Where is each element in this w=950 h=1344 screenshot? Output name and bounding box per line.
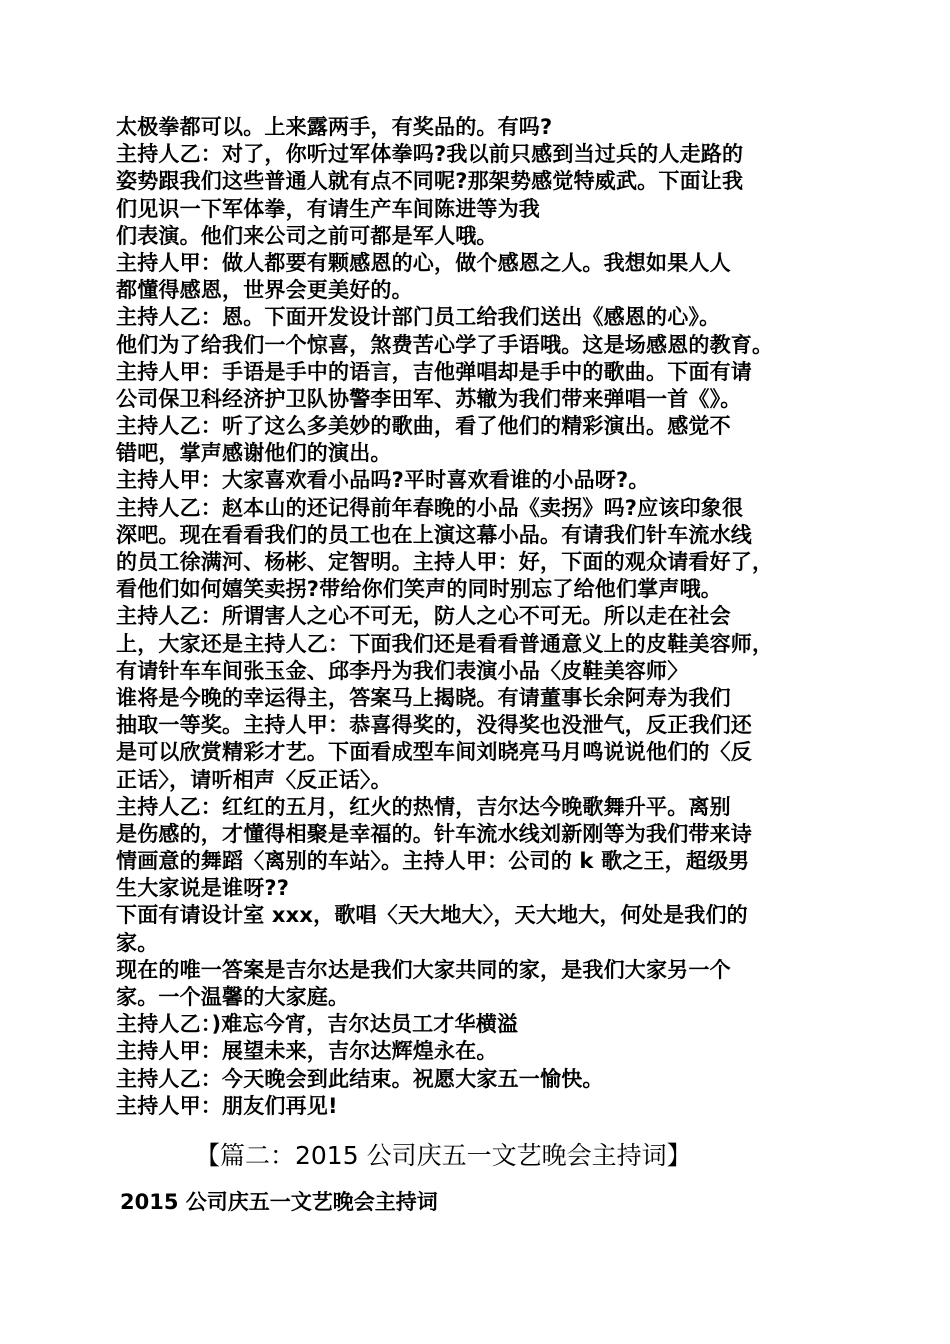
- text-line: 公司保卫科经济护卫队协警李田军、苏辙为我们带来弹唱一首《》。: [116, 386, 742, 411]
- text-line: 生大家说是谁呀??: [116, 876, 290, 901]
- text-line: 们表演。他们来公司之前可都是军人哦。: [116, 223, 498, 248]
- text-line: 下面有请设计室 xxx，歌唱〈天大地大〉，天大地大，何处是我们的: [116, 903, 748, 928]
- section-title: 【篇二：2015 公司庆五一文艺晚会主持词】: [195, 1141, 692, 1170]
- text-line: 主持人乙：听了这么多美妙的歌曲，看了他们的精彩演出。感觉不: [116, 414, 731, 439]
- text-line: 深吧。现在看看我们的员工也在上演这幕小品。有请我们针车流水线: [116, 522, 752, 547]
- text-line: 正话〉，请听相声〈反正话〉。: [116, 767, 392, 792]
- text-line: 主持人乙：恩。下面开发设计部门员工给我们送出《感恩的心》。: [116, 305, 721, 330]
- text-line: 主持人乙：)难忘今宵，吉尔达员工才华横溢: [116, 1012, 519, 1037]
- text-line: 主持人乙：赵本山的还记得前年春晚的小品《卖拐》吗?应该印象很: [116, 495, 744, 520]
- text-line: 主持人甲：做人都要有颗感恩的心，做个感恩之人。我想如果人人: [116, 250, 731, 275]
- text-line: 主持人甲：手语是手中的语言，吉他弹唱却是手中的歌曲。下面有请: [116, 359, 752, 384]
- text-line: 抽取一等奖。主持人甲：恭喜得奖的，没得奖也没泄气，反正我们还: [116, 713, 752, 738]
- text-line: 太极拳都可以。上来露两手，有奖品的。有吗?: [116, 115, 553, 139]
- text-line: 主持人甲：朋友们再见!: [116, 1093, 338, 1118]
- text-line: 现在的唯一答案是吉尔达是我们大家共同的家，是我们大家另一个: [116, 957, 731, 982]
- text-line: 都懂得感恩，世界会更美好的。: [116, 278, 413, 303]
- text-line: 看他们如何嬉笑卖拐?带给你们笑声的同时别忘了给他们掌声哦。: [116, 577, 722, 602]
- text-line: 他们为了给我们一个惊喜，煞费苦心学了手语哦。这是场感恩的教育。: [116, 332, 774, 357]
- text-line: 情画意的舞蹈〈离别的车站〉。主持人甲：公司的 k 歌之王，超级男: [116, 849, 750, 874]
- text-line: 是可以欣赏精彩才艺。下面看成型车间刘晓亮马月鸣说说他们的〈反: [116, 740, 752, 765]
- text-line: 主持人乙：今天晚会到此结束。祝愿大家五一愉快。: [116, 1066, 604, 1091]
- text-line: 主持人乙：红红的五月，红火的热情，吉尔达今晚歌舞升平。离别: [116, 794, 731, 819]
- document-body: [116, 114, 876, 1120]
- text-line: 家。一个温馨的大家庭。: [116, 985, 350, 1009]
- text-line: 主持人乙：对了，你听过军体拳吗?我以前只感到当过兵的人走路的: [116, 142, 744, 167]
- text-line: 主持人甲：大家喜欢看小品吗?平时喜欢看谁的小品呀?。: [116, 468, 650, 493]
- text-line: 错吧，掌声感谢他们的演出。: [116, 441, 392, 466]
- text-line: 们见识一下军体拳，有请生产车间陈进等为我: [116, 196, 540, 221]
- text-line: 是伤感的，才懂得相聚是幸福的。针车流水线刘新刚等为我们带来诗: [116, 821, 752, 846]
- sub-title: 2015 公司庆五一文艺晚会主持词: [120, 1190, 438, 1214]
- text-line: 姿势跟我们这些普通人就有点不同呢?那架势感觉特威武。下面让我: [116, 169, 744, 194]
- text-line: 主持人乙：所谓害人之心不可无，防人之心不可无。所以走在社会: [116, 604, 731, 629]
- text-line: 上，大家还是主持人乙：下面我们还是看看普通意义上的皮鞋美容师，: [116, 631, 774, 656]
- text-line: 有请针车车间张玉金、邱李丹为我们表演小品〈皮鞋美容师〉: [116, 658, 689, 683]
- text-line: 家。: [116, 930, 159, 955]
- text-line: 谁将是今晚的幸运得主，答案马上揭晓。有请董事长余阿寿为我们: [116, 685, 731, 710]
- text-line: 主持人甲：展望未来，吉尔达辉煌永在。: [116, 1039, 498, 1064]
- text-line: 的员工徐满河、杨彬、定智明。主持人甲：好，下面的观众请看好了，: [116, 550, 774, 574]
